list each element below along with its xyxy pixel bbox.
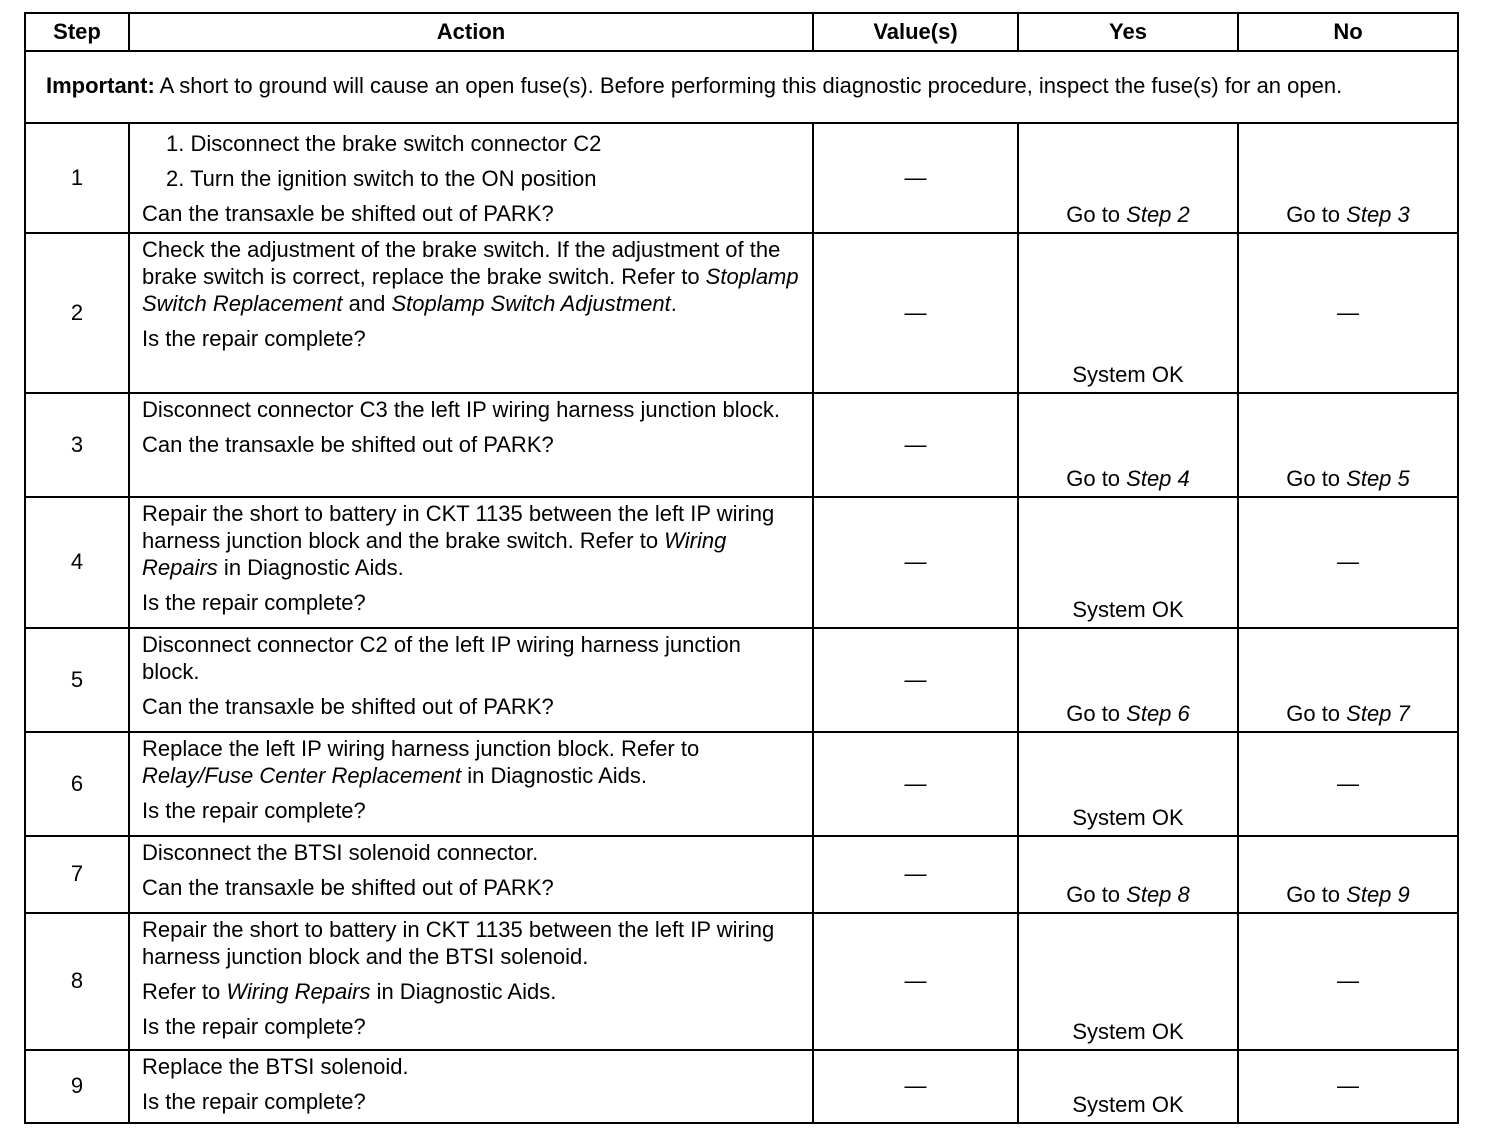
yes-cell: System OK <box>1018 913 1238 1050</box>
step-row-8 <box>25 913 1458 1050</box>
no-cell <box>1238 836 1458 912</box>
value-cell: — <box>813 393 1018 497</box>
yes-cell: System OK <box>1018 233 1238 392</box>
step-number: 8 <box>25 913 129 1050</box>
no-cell <box>1238 123 1458 233</box>
step-number: 7 <box>25 836 129 912</box>
step-row-5 <box>25 628 1458 732</box>
important-text: A short to ground will cause an open fuse(s). Before performing this diagnostic procedure, inspect the fuse(s) for an open. <box>154 73 1343 99</box>
yes-cell <box>1018 123 1238 233</box>
yes-prefix: Go to <box>1066 701 1127 727</box>
header-action: Action <box>129 13 813 51</box>
yes-step-ref: Step 8 <box>1126 881 1190 907</box>
no-prefix: Go to <box>1286 465 1347 491</box>
value-cell: — <box>813 732 1018 836</box>
action-text-part: Replace the left IP wiring harness junction block. Refer to <box>142 736 700 762</box>
no-cell: — <box>1238 233 1458 392</box>
yes-step-ref: Step 6 <box>1126 701 1190 727</box>
value-cell: — <box>813 913 1018 1050</box>
header-step: Step <box>25 13 129 51</box>
action-cell <box>129 393 813 497</box>
action-reference: Stoplamp Switch Replacement <box>142 264 799 317</box>
action-text <box>142 978 802 1005</box>
no-cell: — <box>1238 1050 1458 1123</box>
value-cell: — <box>813 233 1018 392</box>
header-yes: Yes <box>1018 13 1238 51</box>
value-cell: — <box>813 836 1018 912</box>
yes-cell <box>1018 628 1238 732</box>
yes-cell: System OK <box>1018 732 1238 836</box>
action-question: Can the transaxle be shifted out of PARK? <box>142 431 554 457</box>
yes-cell: System OK <box>1018 1050 1238 1123</box>
step-row-7 <box>25 836 1458 912</box>
action-cell <box>129 123 813 233</box>
step-row-2 <box>25 233 1458 392</box>
no-prefix: Go to <box>1286 881 1347 907</box>
no-step-ref: Step 3 <box>1346 202 1410 228</box>
action-list-item: 1. Disconnect the brake switch connector C2 <box>166 131 602 157</box>
step-number: 5 <box>25 628 129 732</box>
action-cell <box>129 1050 813 1123</box>
action-text-part: . <box>670 291 677 317</box>
step-row-6 <box>25 732 1458 836</box>
yes-cell <box>1018 393 1238 497</box>
action-question: Can the transaxle be shifted out of PARK? <box>142 694 554 720</box>
step-number: 1 <box>25 123 129 233</box>
no-cell: — <box>1238 913 1458 1050</box>
yes-prefix: Go to <box>1066 465 1127 491</box>
action-text: Disconnect connector C3 the left IP wiring harness junction block. <box>142 396 780 422</box>
action-text: Repair the short to battery in CKT 1135 between the left IP wiring harness junction block and the BTSI solenoid. <box>142 916 775 969</box>
action-question: Is the repair complete? <box>142 1088 366 1114</box>
yes-step-ref: Step 4 <box>1126 465 1190 491</box>
action-question: Is the repair complete? <box>142 589 366 615</box>
action-reference: Wiring Repairs <box>142 527 727 580</box>
action-question: Can the transaxle be shifted out of PARK? <box>142 875 554 901</box>
step-number: 9 <box>25 1050 129 1123</box>
action-reference: Wiring Repairs <box>226 978 371 1004</box>
action-text-part: in Diagnostic Aids. <box>217 554 404 580</box>
no-cell <box>1238 393 1458 497</box>
action-text: Replace the BTSI solenoid. <box>142 1053 409 1079</box>
value-cell: — <box>813 497 1018 628</box>
value-cell: — <box>813 628 1018 732</box>
action-text-part: Repair the short to battery in CKT 1135 between the left IP wiring harness junction block and the brake switch. Refer to <box>142 500 775 553</box>
action-cell <box>129 233 813 392</box>
action-text: Disconnect the BTSI solenoid connector. <box>142 840 539 866</box>
step-number: 6 <box>25 732 129 836</box>
no-prefix: Go to <box>1286 701 1347 727</box>
step-row-9 <box>25 1050 1458 1123</box>
step-row-1 <box>25 123 1458 233</box>
action-cell <box>129 628 813 732</box>
no-cell: — <box>1238 497 1458 628</box>
header-row <box>25 13 1458 51</box>
no-step-ref: Step 5 <box>1346 465 1410 491</box>
action-text: Disconnect connector C2 of the left IP wiring harness junction block. <box>142 632 741 685</box>
step-number: 3 <box>25 393 129 497</box>
no-cell: — <box>1238 732 1458 836</box>
action-cell <box>129 836 813 912</box>
action-question: Is the repair complete? <box>142 326 366 352</box>
value-cell: — <box>813 123 1018 233</box>
action-text-part: and <box>342 291 392 317</box>
action-question: Can the transaxle be shifted out of PARK? <box>142 201 554 227</box>
yes-cell <box>1018 836 1238 912</box>
action-text-part: Check the adjustment of the brake switch. If the adjustment of the brake switch is correct, replace the brake switch. Refer to <box>142 237 781 290</box>
step-number: 4 <box>25 497 129 628</box>
step-number: 2 <box>25 233 129 392</box>
action-text <box>142 236 802 317</box>
diagnostic-table <box>24 12 1459 1124</box>
no-prefix: Go to <box>1286 202 1347 228</box>
header-no: No <box>1238 13 1458 51</box>
important-label: Important: <box>46 73 155 99</box>
action-text-part: Refer to <box>142 978 227 1004</box>
value-cell: — <box>813 1050 1018 1123</box>
no-step-ref: Step 9 <box>1346 881 1410 907</box>
action-text-part: in Diagnostic Aids. <box>461 763 648 789</box>
action-list-item: 2. Turn the ignition switch to the ON position <box>166 166 597 192</box>
action-reference: Relay/Fuse Center Replacement <box>142 763 462 789</box>
action-question: Is the repair complete? <box>142 798 366 824</box>
action-reference: Stoplamp Switch Adjustment <box>391 291 671 317</box>
action-text-part: in Diagnostic Aids. <box>370 978 557 1004</box>
yes-cell: System OK <box>1018 497 1238 628</box>
action-cell <box>129 732 813 836</box>
action-text <box>142 735 802 789</box>
yes-prefix: Go to <box>1066 881 1127 907</box>
header-values: Value(s) <box>813 13 1018 51</box>
yes-prefix: Go to <box>1066 202 1127 228</box>
action-cell <box>129 497 813 628</box>
step-row-4 <box>25 497 1458 628</box>
no-cell <box>1238 628 1458 732</box>
action-question: Is the repair complete? <box>142 1013 366 1039</box>
action-text <box>142 500 802 581</box>
important-note <box>25 51 1458 123</box>
important-note-row <box>25 51 1458 123</box>
step-row-3 <box>25 393 1458 497</box>
no-step-ref: Step 7 <box>1346 701 1410 727</box>
yes-step-ref: Step 2 <box>1126 202 1190 228</box>
action-cell <box>129 913 813 1050</box>
